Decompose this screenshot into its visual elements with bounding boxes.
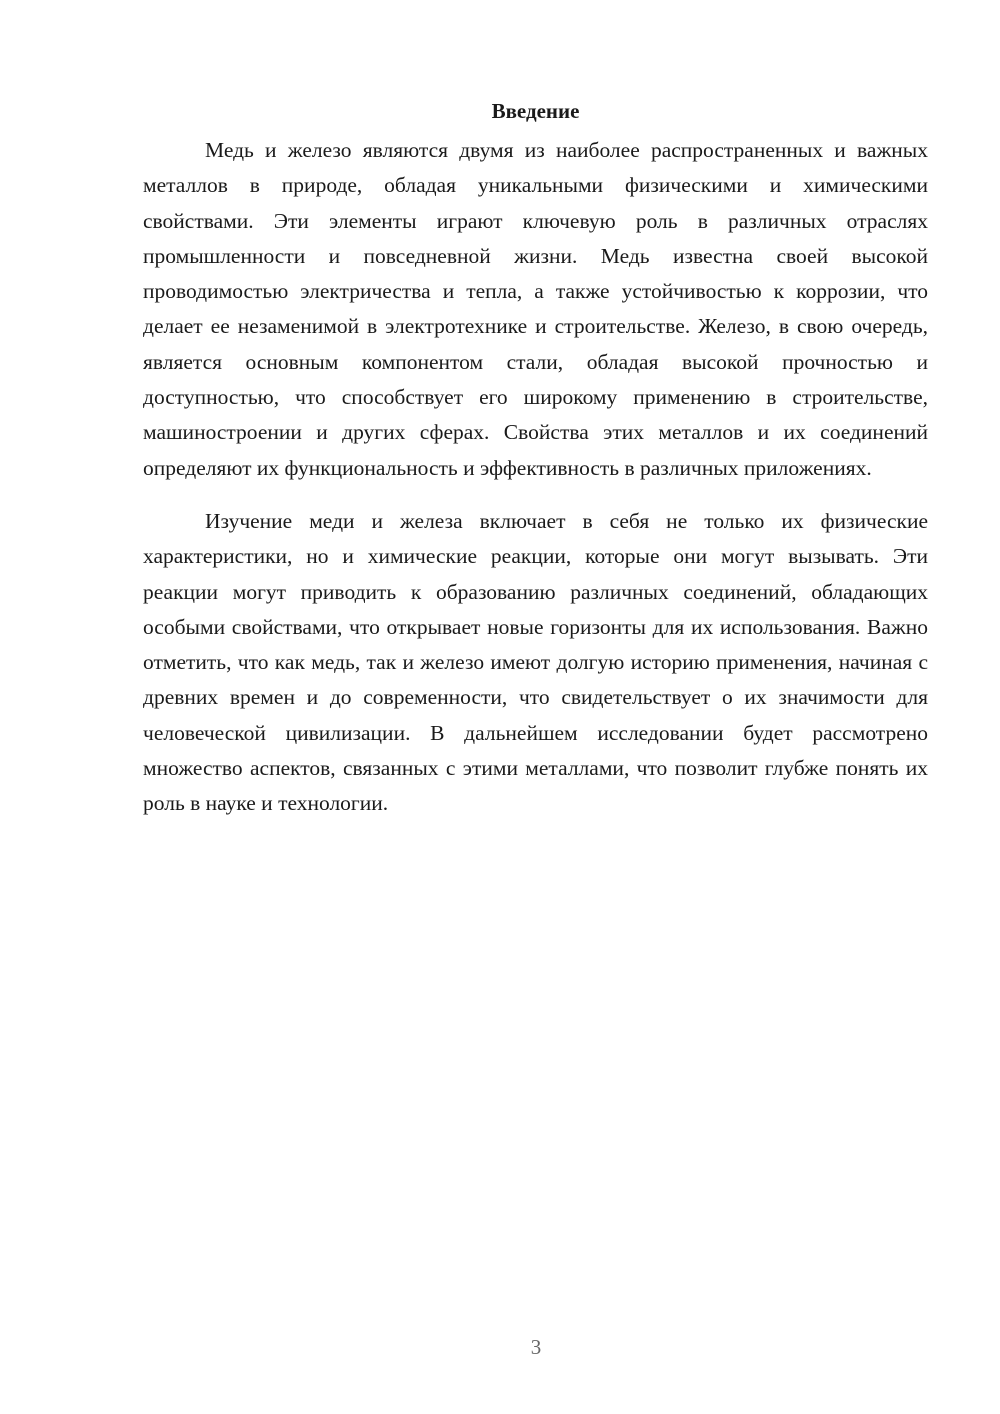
paragraph-1: Медь и железо являются двумя из наиболее распространенных и важных металлов в природе, обладая уникальными физическими и химическими свойствами. Эти элементы играют ключевую роль в различных отраслях промышленности и повседневной жизни. Медь известна своей высокой проводимостью электричества и тепла, а также устойчивостью к коррозии, что делает ее незаменимой в электротехнике и строительстве. Железо, в свою очередь, является основным компонентом стали, обладая высокой прочностью и доступностью, что способствует его широкому применению в строительстве, машиностроении и других сферах. Свойства этих металлов и их соединений определяют их функциональность и эффективность в различных приложениях.: [143, 138, 928, 480]
page-number: 3: [530, 1335, 542, 1359]
page-content: [143, 96, 928, 822]
paragraph-2: Изучение меди и железа включает в себя не только их физические характеристики, но и химические реакции, которые они могут вызывать. Эти реакции могут приводить к образованию различных соединений, обладающих особыми свойствами, что открывает новые горизонты для их использования. Важно отметить, что как медь, так и железо имеют долгую историю применения, начиная с древних времен и до современности, что свидетельствует о их значимости для человеческой цивилизации. В дальнейшем исследовании будет рассмотрено множество аспектов, связанных с этими металлами, что позволит глубже понять их роль в науке и технологии.: [143, 508, 928, 816]
section-heading: Введение: [491, 99, 580, 123]
